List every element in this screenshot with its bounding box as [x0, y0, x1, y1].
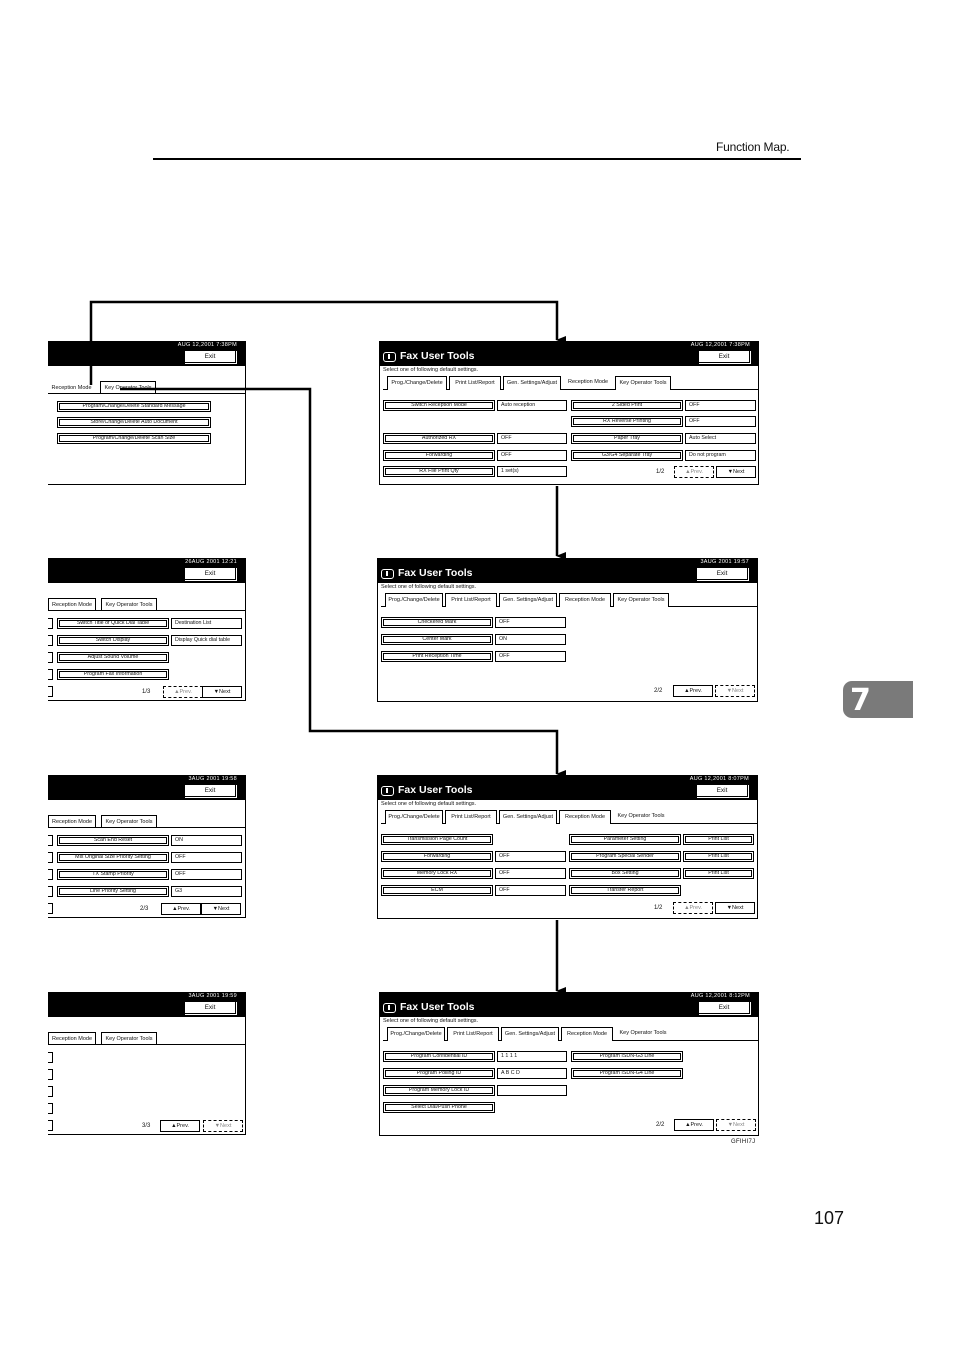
exit-button[interactable]: Exit — [184, 567, 236, 580]
polling-id-value: A B C D — [497, 1068, 567, 1079]
tab-key-operator-tools[interactable]: Key Operator Tools — [101, 1032, 157, 1045]
tab-key-operator-tools[interactable]: Key Operator Tools — [101, 598, 157, 611]
rx-file-print-qty-button[interactable]: RX File Print Qty — [383, 466, 495, 477]
switch-display-value: Display Quick dial table — [171, 635, 242, 646]
adjust-sound-volume-button[interactable]: Adjust Sound Volume — [57, 652, 169, 663]
tab-gen-settings-adjust[interactable]: Gen. Settings/Adjust — [499, 810, 557, 824]
tab-prog-change-delete[interactable]: Prog./Change/Delete — [387, 1027, 445, 1041]
tab-gen-settings-adjust[interactable]: Gen. Settings/Adjust — [501, 1027, 559, 1041]
select-prompt: Select one of following default settings. — [383, 1018, 479, 1024]
tab-key-operator-tools[interactable]: Key Operator Tools — [619, 1030, 667, 1036]
exit-button[interactable]: Exit — [696, 784, 748, 797]
page-indicator: 2/2 — [656, 1122, 665, 1128]
prev-button[interactable]: ▲Prev. — [674, 1119, 714, 1131]
figure-code: GFIHI7J — [731, 1139, 756, 1145]
tab-reception-mode[interactable]: Reception Mode — [567, 379, 609, 385]
checkered-mark-button[interactable]: Checkered Mark — [381, 617, 493, 628]
tab-print-list-report[interactable]: Print List/Report — [445, 593, 497, 607]
app-title: Fax User Tools — [400, 1001, 475, 1013]
tab-reception-mode[interactable]: Reception Mode — [559, 593, 611, 607]
program-isdn-g3-line-button[interactable]: Program ISDN-G3 Line — [571, 1051, 683, 1062]
app-title: Fax User Tools — [398, 784, 473, 796]
page-number: 107 — [814, 1208, 845, 1228]
tab-gen-settings-adjust[interactable]: Gen. Settings/Adjust — [499, 593, 557, 607]
center-mark-button[interactable]: Center Mark — [381, 634, 493, 645]
parameter-setting-button[interactable]: Parameter Setting — [569, 834, 681, 845]
scan-end-reset-value: ON — [171, 835, 242, 846]
memory-lock-rx-button[interactable]: Memory Lock RX — [381, 868, 493, 879]
prev-button[interactable]: ▲Prev. — [161, 903, 201, 915]
tab-gen-settings-adjust[interactable]: Gen. Settings/Adjust — [503, 376, 561, 390]
paper-tray-value: Auto Select — [685, 433, 756, 444]
select-prompt: Select one of following default settings. — [381, 801, 477, 807]
datetime: AUG 12,2001 8:12PM — [690, 993, 750, 999]
box-setting-button[interactable]: Box Setting — [569, 868, 681, 879]
tab-prog-change-delete[interactable]: Prog./Change/Delete — [385, 593, 443, 607]
switch-reception-mode-button[interactable]: Switch Reception Mode — [383, 400, 495, 411]
standard-message-button[interactable]: Program/Change/Delete Standard Message — [57, 401, 211, 412]
scan-end-reset-button[interactable]: Scan End Reset — [57, 835, 169, 846]
program-isdn-g4-line-button[interactable]: Program ISDN-G4 Line — [571, 1068, 683, 1079]
box-print-list-button[interactable]: Print List — [683, 868, 754, 879]
two-sided-print-value: OFF — [685, 400, 756, 411]
program-fax-information-button[interactable]: Program Fax Information — [57, 669, 169, 680]
select-prompt: Select one of following default settings. — [381, 584, 477, 590]
exit-button[interactable]: Exit — [698, 350, 750, 363]
center-mark-value: ON — [495, 634, 566, 645]
next-button[interactable]: ▼Next — [715, 902, 755, 914]
datetime: 26AUG 2001 12:21 — [185, 559, 237, 565]
ecm-button[interactable]: ECM — [381, 885, 493, 896]
forwarding-value: OFF — [495, 851, 566, 862]
section-header: Function Map. — [716, 140, 790, 154]
prev-button[interactable]: ▲Prev. — [160, 1120, 200, 1132]
page-indicator: 2/3 — [140, 906, 149, 912]
program-polling-id-button[interactable]: Program Polling ID — [383, 1068, 495, 1079]
prev-button[interactable]: ▲Prev. — [163, 686, 203, 698]
tx-stamp-priority-value: OFF — [171, 869, 242, 880]
datetime: AUG 12,2001 7:38PM — [690, 342, 750, 348]
forwarding-button[interactable]: Forwarding — [383, 450, 495, 461]
app-title: Fax User Tools — [398, 567, 473, 579]
page-indicator: 2/2 — [654, 688, 663, 694]
g3-g4-separate-tray-button[interactable]: G3/G4 Separate Tray — [571, 450, 683, 461]
datetime: 3AUG 2001 19:57 — [700, 559, 749, 565]
tab-reception-mode[interactable]: Reception Mode — [48, 1032, 96, 1045]
tab-prog-change-delete[interactable]: Prog./Change/Delete — [385, 810, 443, 824]
arrow-key-operator-to-key-operator — [120, 389, 557, 774]
tab-key-operator-tools[interactable]: Key Operator Tools — [100, 381, 156, 394]
mix-original-size-value: OFF — [171, 852, 242, 863]
datetime: 3AUG 2001 19:59 — [188, 993, 237, 999]
tab-reception-mode[interactable]: Reception Mode — [48, 815, 96, 828]
next-button[interactable]: ▼Next — [715, 685, 755, 697]
program-confidential-id-button[interactable]: Program Confidential ID — [383, 1051, 495, 1062]
page-indicator: 1/3 — [142, 689, 151, 695]
next-button[interactable]: ▼Next — [203, 1120, 243, 1132]
g3-g4-separate-tray-value: Do not program — [685, 450, 756, 461]
datetime: AUG 12,2001 7:38PM — [177, 342, 237, 348]
next-button[interactable]: ▼Next — [201, 903, 241, 915]
transfer-report-button[interactable]: Transfer Report — [569, 885, 681, 896]
tab-print-list-report[interactable]: Print List/Report — [445, 810, 497, 824]
line-priority-button[interactable]: Line Priority Setting — [57, 886, 169, 897]
rx-reverse-printing-value: OFF — [685, 416, 756, 427]
tx-stamp-priority-button[interactable]: TX Stamp Priority — [57, 869, 169, 880]
line-priority-value: G3 — [171, 886, 242, 897]
mix-original-size-button[interactable]: Mix Original Size Priority Setting — [57, 852, 169, 863]
tab-key-operator-tools[interactable]: Key Operator Tools — [613, 593, 669, 607]
rx-file-print-qty-value: 1 set(s) — [497, 466, 567, 477]
select-prompt: Select one of following default settings. — [383, 367, 479, 373]
checkered-mark-value: OFF — [495, 617, 566, 628]
tab-print-list-report[interactable]: Print List/Report — [447, 1027, 499, 1041]
confidential-id-value: 1 1 1 1 — [497, 1051, 567, 1062]
forwarding-value: OFF — [497, 450, 567, 461]
authorized-rx-button[interactable]: Authorized RX — [383, 433, 495, 444]
tab-key-operator-tools[interactable]: Key Operator Tools — [617, 813, 665, 819]
ecm-value: OFF — [495, 885, 566, 896]
program-special-sender-button[interactable]: Program Special Sender — [569, 851, 681, 862]
print-reception-time-button[interactable]: Print Reception Time — [381, 651, 493, 662]
paper-tray-button[interactable]: Paper Tray — [571, 433, 683, 444]
next-button[interactable]: ▼Next — [202, 686, 242, 698]
exit-button[interactable]: Exit — [184, 350, 236, 363]
switch-display-button[interactable]: Switch Display — [57, 635, 169, 646]
tab-print-list-report[interactable]: Print List/Report — [449, 376, 501, 390]
switch-title-quick-dial-button[interactable]: Switch Title of Quick Dial Table — [57, 618, 169, 629]
memory-lock-rx-value: OFF — [495, 868, 566, 879]
prev-button[interactable]: ▲Prev. — [673, 902, 713, 914]
switch-title-value: Destination List — [171, 618, 242, 629]
page-indicator: 1/2 — [654, 905, 663, 911]
select-dial-push-phone-button[interactable]: Select Dial/Push Phone — [383, 1102, 495, 1113]
next-button[interactable]: ▼Next — [716, 1119, 756, 1131]
next-button[interactable]: ▼Next — [716, 466, 756, 478]
tab-reception-mode[interactable]: Reception Mode — [559, 810, 611, 824]
chapter-tab: 7 — [843, 681, 913, 718]
datetime: 3AUG 2001 19:58 — [188, 776, 237, 782]
page-indicator: 3/3 — [142, 1123, 151, 1129]
exit-button[interactable]: Exit — [696, 567, 748, 580]
page-indicator: 1/2 — [656, 469, 665, 475]
exit-button[interactable]: Exit — [698, 1001, 750, 1014]
forwarding-button[interactable]: Forwarding — [381, 851, 493, 862]
transmission-page-count-button[interactable]: Transmission Page Count — [381, 834, 493, 845]
scan-size-button[interactable]: Program/Change/Delete Scan Size — [57, 433, 211, 444]
datetime: AUG 12,2001 8:07PM — [689, 776, 749, 782]
tab-reception-mode[interactable]: Reception Mode — [561, 1027, 613, 1041]
app-title: Fax User Tools — [400, 350, 475, 362]
tab-reception-mode[interactable]: Reception Mode — [48, 382, 95, 396]
prev-button[interactable]: ▲Prev. — [674, 466, 714, 478]
exit-button[interactable]: Exit — [184, 1001, 236, 1014]
program-memory-lock-id-button[interactable]: Program Memory Lock ID — [383, 1085, 495, 1096]
authorized-rx-value: OFF — [497, 433, 567, 444]
special-sender-print-list-button[interactable]: Print List — [683, 851, 754, 862]
prev-button[interactable]: ▲Prev. — [673, 685, 713, 697]
exit-button[interactable]: Exit — [184, 784, 236, 797]
rx-reverse-printing-button[interactable]: RX Reverse Printing — [571, 416, 683, 427]
two-sided-print-button[interactable]: 2 Sided Print — [571, 400, 683, 411]
tab-reception-mode[interactable]: Reception Mode — [48, 598, 96, 611]
arrow-standard-message-to-reception — [91, 302, 557, 385]
tab-key-operator-tools[interactable]: Key Operator Tools — [101, 815, 157, 828]
parameter-print-list-button[interactable]: Print List — [683, 834, 754, 845]
tab-prog-change-delete[interactable]: Prog./Change/Delete — [387, 376, 447, 390]
auto-document-button[interactable]: Store/Change/Delete Auto Document — [57, 417, 211, 428]
switch-reception-mode-value: Auto reception — [497, 400, 567, 411]
tab-key-operator-tools[interactable]: Key Operator Tools — [615, 376, 671, 390]
print-reception-time-value: OFF — [495, 651, 566, 662]
